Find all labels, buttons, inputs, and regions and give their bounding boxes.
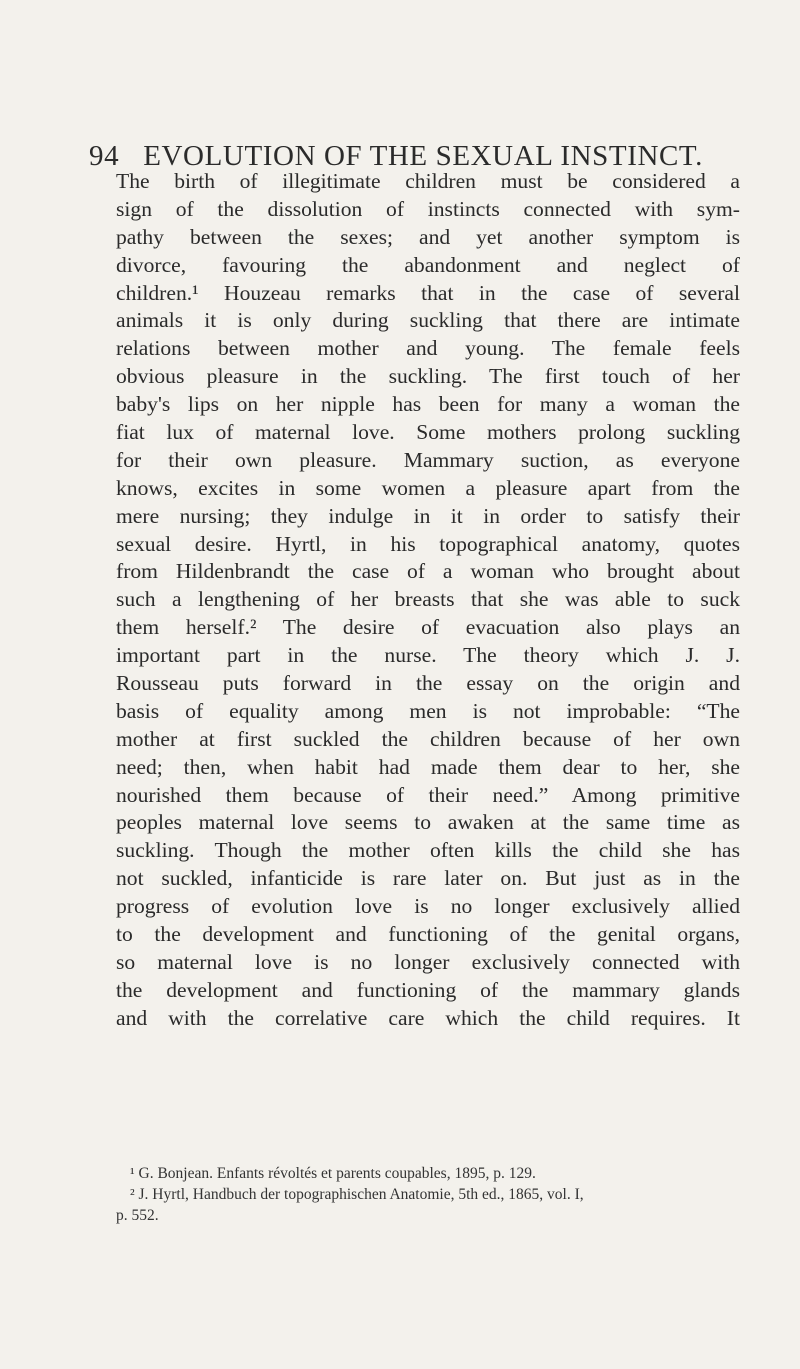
text-line: sign of the dissolution of instincts connected with sym-	[116, 196, 740, 221]
footnotes	[116, 1163, 740, 1226]
text-line: not suckled, infanticide is rare later on. But just as in the	[116, 866, 740, 891]
text-line: animals it is only during suckling that there are intimate	[116, 308, 740, 333]
text-line: The birth of illegitimate children must be considered a	[116, 169, 740, 193]
text-line: to the development and functioning of the genital organs,	[116, 922, 740, 947]
text-line: and with the correlative care which the child requires. It	[116, 1005, 740, 1030]
footnote-2: ² J. Hyrtl, Handbuch der topographischen Anatomie, 5th ed., 1865, vol. I,	[130, 1186, 584, 1203]
text-line: for their own pleasure. Mammary suction, as everyone	[116, 447, 740, 472]
text-line: baby's lips on her nipple has been for many a woman the	[116, 392, 740, 417]
text-line: suckling. Though the mother often kills the child she has	[116, 838, 740, 863]
text-line: knows, excites in some women a pleasure apart from the	[116, 475, 740, 500]
text-line: peoples maternal love seems to awaken at the same time as	[116, 810, 740, 835]
text-line: them herself.² The desire of evacuation also plays an	[116, 615, 740, 640]
text-line: progress of evolution love is no longer exclusively allied	[116, 894, 740, 919]
text-line: relations between mother and young. The female feels	[116, 336, 740, 361]
text-line: important part in the nurse. The theory which J. J.	[116, 643, 740, 668]
text-line: such a lengthening of her breasts that she was able to suck	[116, 587, 740, 612]
text-line: need; then, when habit had made them dear to her, she	[116, 754, 740, 779]
page-number: 94	[89, 140, 120, 172]
text-line: obvious pleasure in the suckling. The first touch of her	[116, 364, 740, 389]
text-line: basis of equality among men is not improbable: “The	[116, 698, 740, 723]
footnote-2-continued: p. 552.	[116, 1207, 159, 1224]
text-line: nourished them because of their need.” Among primitive	[116, 782, 740, 807]
text-line: divorce, favouring the abandonment and neglect of	[116, 252, 740, 277]
text-line: pathy between the sexes; and yet another symptom is	[116, 224, 740, 249]
text-line: children.¹ Houzeau remarks that in the case of several	[116, 280, 740, 305]
text-line: Rousseau puts forward in the essay on the origin and	[116, 671, 740, 696]
chapter-title: EVOLUTION OF THE SEXUAL INSTINCT.	[143, 140, 703, 172]
text-line: so maternal love is no longer exclusively connected with	[116, 949, 740, 974]
text-line: sexual desire. Hyrtl, in his topographical anatomy, quotes	[116, 531, 740, 556]
text-line: mother at first suckled the children because of her own	[116, 726, 740, 751]
body-text	[116, 168, 740, 1033]
footnote-1: ¹ G. Bonjean. Enfants révoltés et parents coupables, 1895, p. 129.	[130, 1165, 536, 1182]
text-line: from Hildenbrandt the case of a woman who brought about	[116, 559, 740, 584]
text-line: fiat lux of maternal love. Some mothers prolong suckling	[116, 420, 740, 445]
text-line: the development and functioning of the mammary glands	[116, 977, 740, 1002]
text-line: mere nursing; they indulge in it in order to satisfy their	[116, 503, 740, 528]
